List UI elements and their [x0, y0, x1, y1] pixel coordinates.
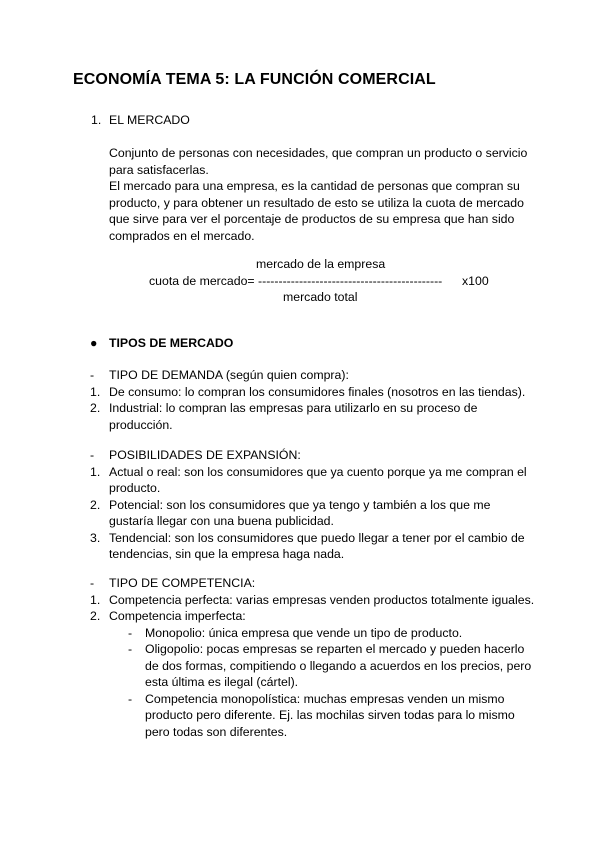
subitem-text: de dos formas, compitiendo o llegando a acuerdos en los precios, pero [145, 658, 532, 673]
item-text: producción. [109, 417, 173, 432]
paragraph-line: producto, y para obtener un resultado de esto se utiliza la cuota de mercado [109, 195, 524, 210]
demanda-heading: TIPO DE DEMANDA (según quien compra): [109, 368, 349, 382]
section1-number: 1. [91, 113, 102, 127]
item-number: 2. [90, 609, 101, 623]
item-text: producto. [109, 481, 161, 495]
item-number: 1. [90, 464, 101, 479]
item-number: 2. [90, 401, 101, 415]
bullet-icon: ● [90, 336, 98, 350]
dash-marker: - [128, 625, 133, 640]
expansion-heading: POSIBILIDADES DE EXPANSIÓN: [109, 448, 301, 462]
item-text: Industrial: lo compran las empresas para utilizarlo en su proceso de [109, 401, 478, 415]
section1-heading: EL MERCADO [109, 113, 190, 127]
dash-marker: - [90, 448, 95, 462]
paragraph-line: comprados en el mercado. [109, 228, 255, 243]
tipos-heading: TIPOS DE MERCADO [109, 336, 234, 350]
paragraph-line: Conjunto de personas con necesidades, que compran un producto o servicio [109, 146, 528, 160]
item-number: 2. [90, 497, 101, 512]
section1-paragraph [109, 145, 549, 244]
dash-marker: - [128, 642, 133, 656]
formula-label: cuota de mercado= [149, 274, 255, 288]
item-text: De consumo: lo compran los consumidores finales (nosotros en las tiendas). [109, 384, 526, 399]
item-number: 1. [90, 592, 101, 607]
formula-denominator: mercado total [283, 290, 358, 304]
item-number: 1. [90, 384, 101, 399]
competencia-heading: TIPO DE COMPETENCIA: [109, 576, 256, 590]
item-text: Potencial: son los consumidores que ya tengo y también a los que me [109, 497, 491, 512]
item-text: Competencia imperfecta: [109, 609, 246, 623]
page-title: ECONOMÍA TEMA 5: LA FUNCIÓN COMERCIAL [73, 71, 436, 88]
item-text: gustaría llegar con una buena publicidad. [109, 514, 334, 528]
subitem-text: esta última es ilegal (cártel). [145, 675, 299, 689]
item-text: Tendencial: son los consumidores que puedo llegar a tener por el cambio de [109, 530, 525, 545]
subitem-text: pero todas son diferentes. [145, 724, 288, 739]
item-number: 3. [90, 530, 101, 545]
subitem-text: Oligopolio: pocas empresas se reparten el mercado y pueden hacerlo [145, 642, 525, 656]
dash-marker: - [90, 368, 95, 382]
subitem-text: producto pero diferente. Ej. las mochilas sirven todas para lo mismo [145, 708, 515, 722]
paragraph-line: que sirve para ver el porcentaje de productos de su empresa que han sido [109, 212, 515, 226]
item-text: Competencia perfecta: varias empresas venden productos totalmente iguales. [109, 592, 535, 607]
formula-multiplier: x100 [462, 274, 489, 288]
formula-fraction-line: --------------------------------------------- [258, 274, 443, 288]
formula-numerator: mercado de la empresa [256, 257, 386, 271]
item-text: tendencias, sin que la empresa haga nada. [109, 547, 345, 561]
dash-marker: - [90, 576, 95, 590]
subitem-text: Monopolio: única empresa que vende un tipo de producto. [145, 625, 463, 640]
dash-marker: - [128, 691, 133, 706]
paragraph-line: El mercado para una empresa, es la cantidad de personas que compran su [109, 179, 520, 193]
subitem-text: Competencia monopolística: muchas empresas venden un mismo [145, 691, 505, 706]
item-text: Actual o real: son los consumidores que ya cuento porque ya me compran el [109, 464, 527, 479]
paragraph-line: para satisfacerlas. [109, 162, 209, 177]
